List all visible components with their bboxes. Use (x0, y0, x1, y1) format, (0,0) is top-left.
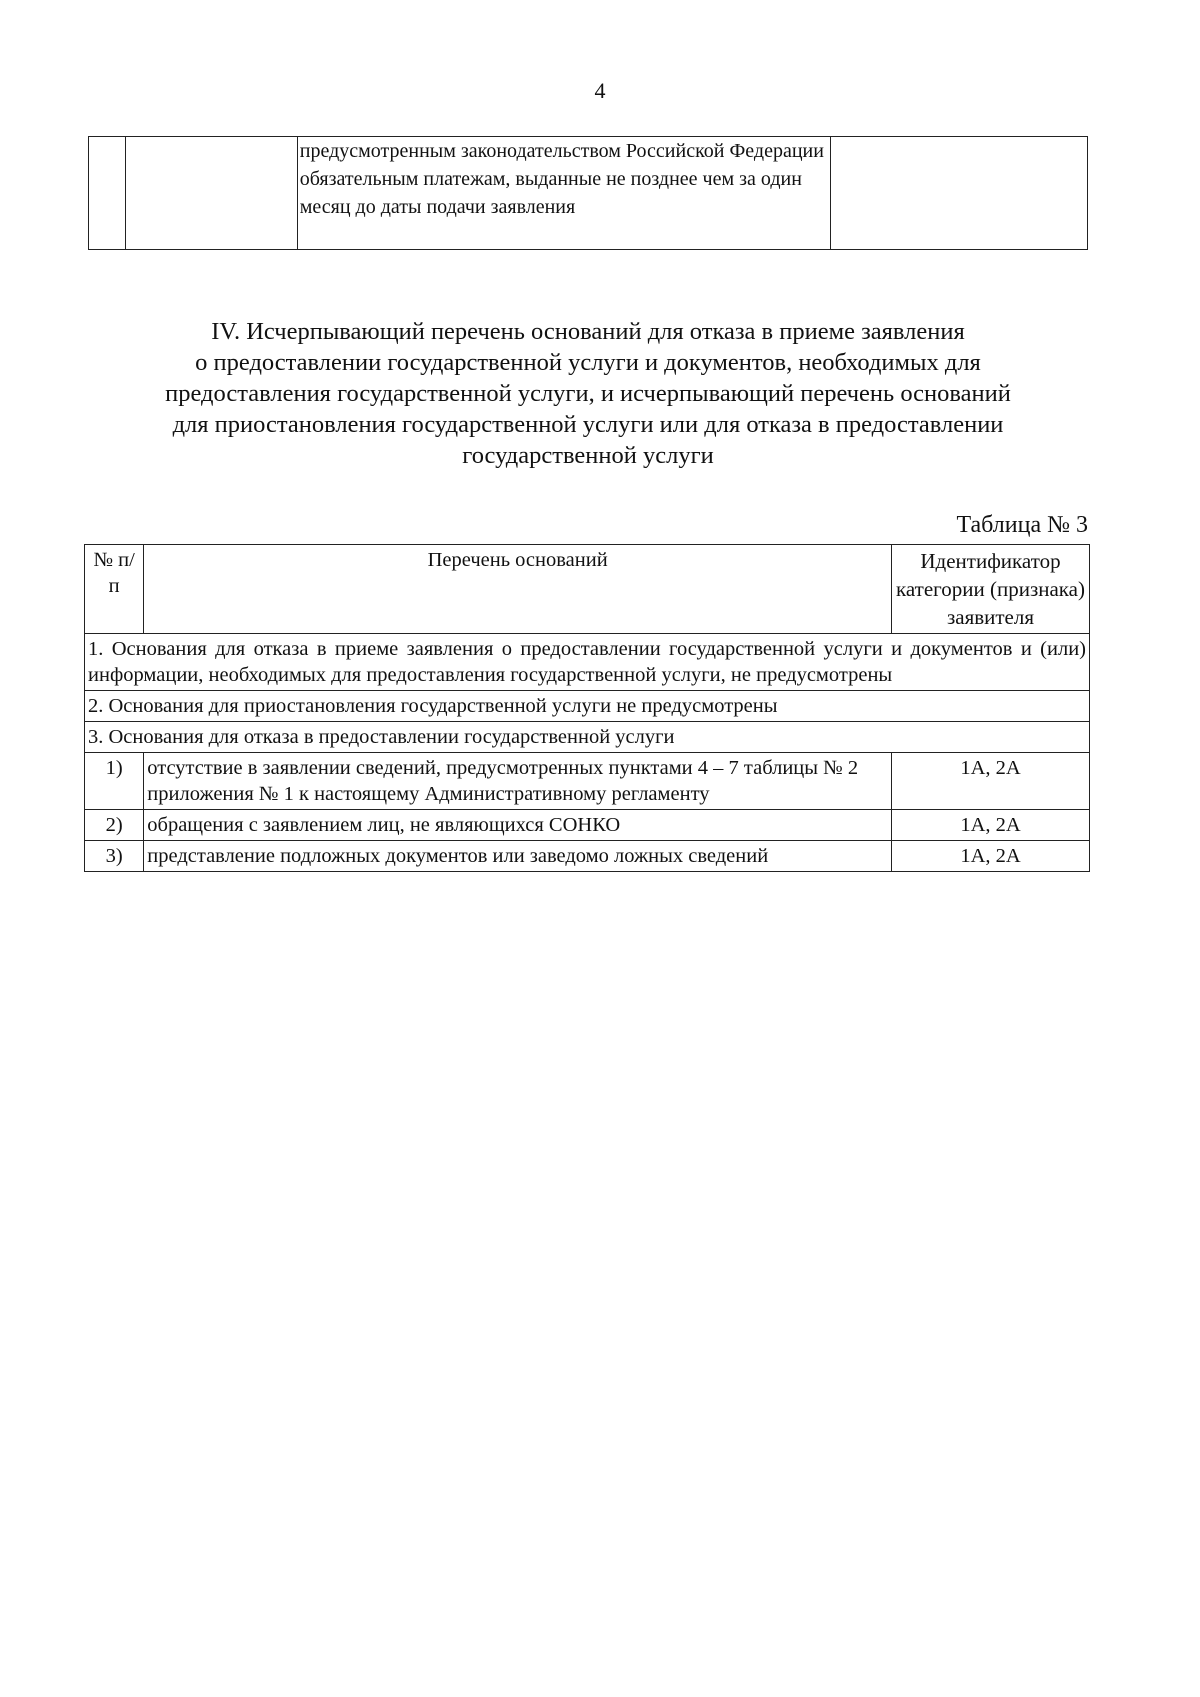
table-cell (830, 137, 1087, 250)
section-row-2: 2. Основания для приостановления государственной услуги не предусмотрены (85, 691, 1090, 722)
heading-line: для приостановления государственной услуги или для отказа в предоставлении (172, 411, 1004, 438)
row-identifier: 1А, 2А (892, 753, 1090, 810)
section-row-3: 3. Основания для отказа в предоставлении государственной услуги (85, 722, 1090, 753)
section-row (85, 722, 1090, 753)
row-num: 2) (85, 810, 144, 841)
section-row (85, 691, 1090, 722)
row-text: представление подложных документов или заведомо ложных сведений (144, 841, 892, 872)
heading-line: предоставления государственной услуги, и исчерпывающий перечень оснований (165, 380, 1011, 407)
header-grounds: Перечень оснований (144, 545, 892, 634)
section-row-1: 1. Основания для отказа в приеме заявления о предоставлении государственной услуги и документов и (или) информации, необходимых для предоставления государственной услуги, не предусмотрены (85, 634, 1090, 691)
continuation-table (88, 136, 1088, 250)
header-num: № п/п (85, 545, 144, 634)
row-num: 3) (85, 841, 144, 872)
section-heading (88, 316, 1088, 471)
table-cell (125, 137, 297, 250)
header-identifier: Идентификатор категории (признака) заявителя (892, 545, 1090, 634)
row-identifier: 1А, 2А (892, 841, 1090, 872)
table-caption: Таблица № 3 (956, 512, 1088, 538)
row-text: обращения с заявлением лиц, не являющихся СОНКО (144, 810, 892, 841)
continuation-text: предусмотренным законодательством Российской Федерации обязательным платежам, выданные не позднее чем за один месяц до даты подачи заявления (297, 137, 830, 250)
row-text: отсутствие в заявлении сведений, предусмотренных пунктами 4 – 7 таблицы № 2 приложения № 1 к настоящему Административному регламенту (144, 753, 892, 810)
row-identifier: 1А, 2А (892, 810, 1090, 841)
table-row (85, 841, 1090, 872)
table-row (85, 753, 1090, 810)
grounds-table (84, 544, 1090, 872)
table-header-row (85, 545, 1090, 634)
table-row (89, 137, 1088, 250)
page-number: 4 (594, 78, 606, 103)
table-cell (89, 137, 126, 250)
row-num: 1) (85, 753, 144, 810)
section-row (85, 634, 1090, 691)
heading-line: государственной услуги (462, 442, 714, 469)
heading-line: о предоставлении государственной услуги и документов, необходимых для (195, 349, 981, 376)
heading-line: IV. Исчерпывающий перечень оснований для отказа в приеме заявления (211, 318, 965, 345)
table-row (85, 810, 1090, 841)
